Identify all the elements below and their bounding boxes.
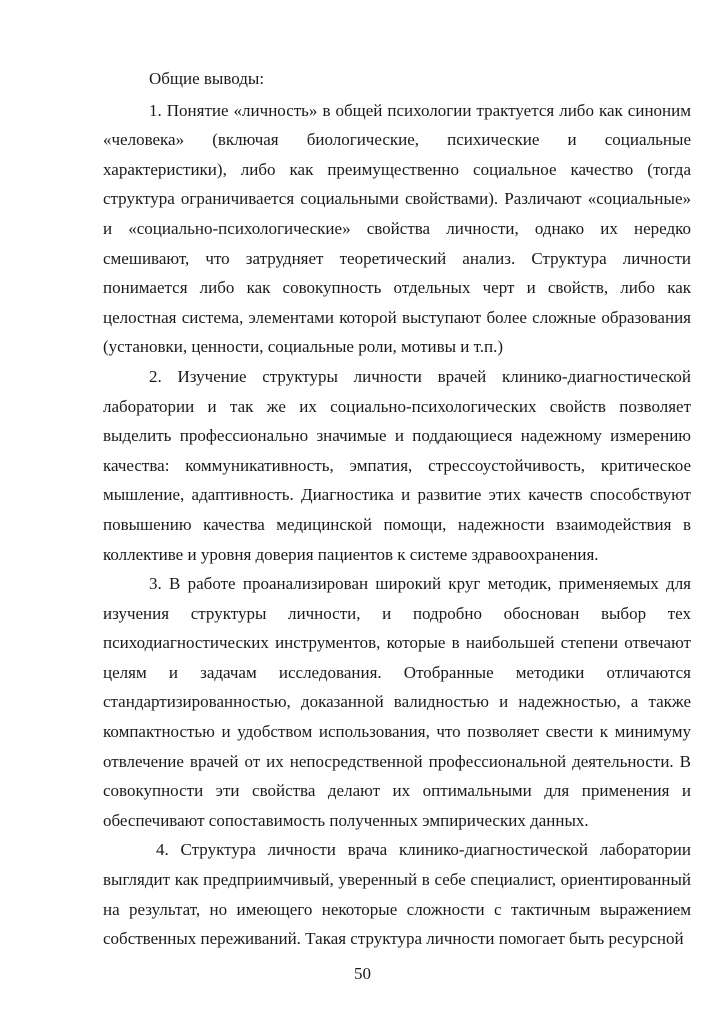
section-heading: Общие выводы: xyxy=(149,69,265,88)
conclusion-paragraph-3: 3. В работе проанализирован широкий круг методик, применяемых для изучения структуры личности, и подробно обоснован выбор тех психодиагностических инструментов, которые в наибольшей степени отвечают целям и задачам исследования. Отобранные методики отличаются стандартизированностью, доказанной валидностью и надежностью, а также компактностью и удобством использования, что позволяет свести к минимуму отвлечение врачей от их непосредственной профессиональной деятельности. В совокупности эти свойства делают их оптимальными для применения и обеспечивают сопоставимость полученных эмпирических данных. xyxy=(103,574,691,830)
conclusion-paragraph-1: 1. Понятие «личность» в общей психологии трактуется либо как синоним «человека» (включая биологические, психические и социальные характеристики), либо как преимущественно социальное качество (тогда структура ограничивается социальными свойствами). Различают «социальные» и «социально-психологические» свойства личности, однако их нередко смешивают, что затрудняет теоретический анализ. Структура личности понимается либо как совокупность отдельных черт и свойств, либо как целостная система, элементами которой выступают более сложные образования (установки, ценности, социальные роли, мотивы и т.п.) xyxy=(103,100,691,357)
page-number: 50 xyxy=(354,964,371,983)
page-body xyxy=(103,64,691,954)
conclusion-paragraph-2: 2. Изучение структуры личности врачей клинико-диагностической лаборатории и так же их социально-психологических свойств позволяет выделить профессионально значимые и поддающиеся надежному измерению качества: коммуникативность, эмпатия, стрессоустойчивость, критическое мышление, адаптивность. Диагностика и развитие этих качеств способствуют повышению качества медицинской помощи, надежности взаимодействия в коллективе и уровня доверия пациентов к системе здравоохранения. xyxy=(103,366,691,564)
conclusion-paragraph-4: 4. Структура личности врача клинико-диагностической лаборатории выглядит как предприимчивый, уверенный в себе специалист, ориентированный на результат, но имеющего некоторые сложности с тактичным выражением собственных переживаний. Такая структура личности помогает быть ресурсной xyxy=(103,840,691,949)
